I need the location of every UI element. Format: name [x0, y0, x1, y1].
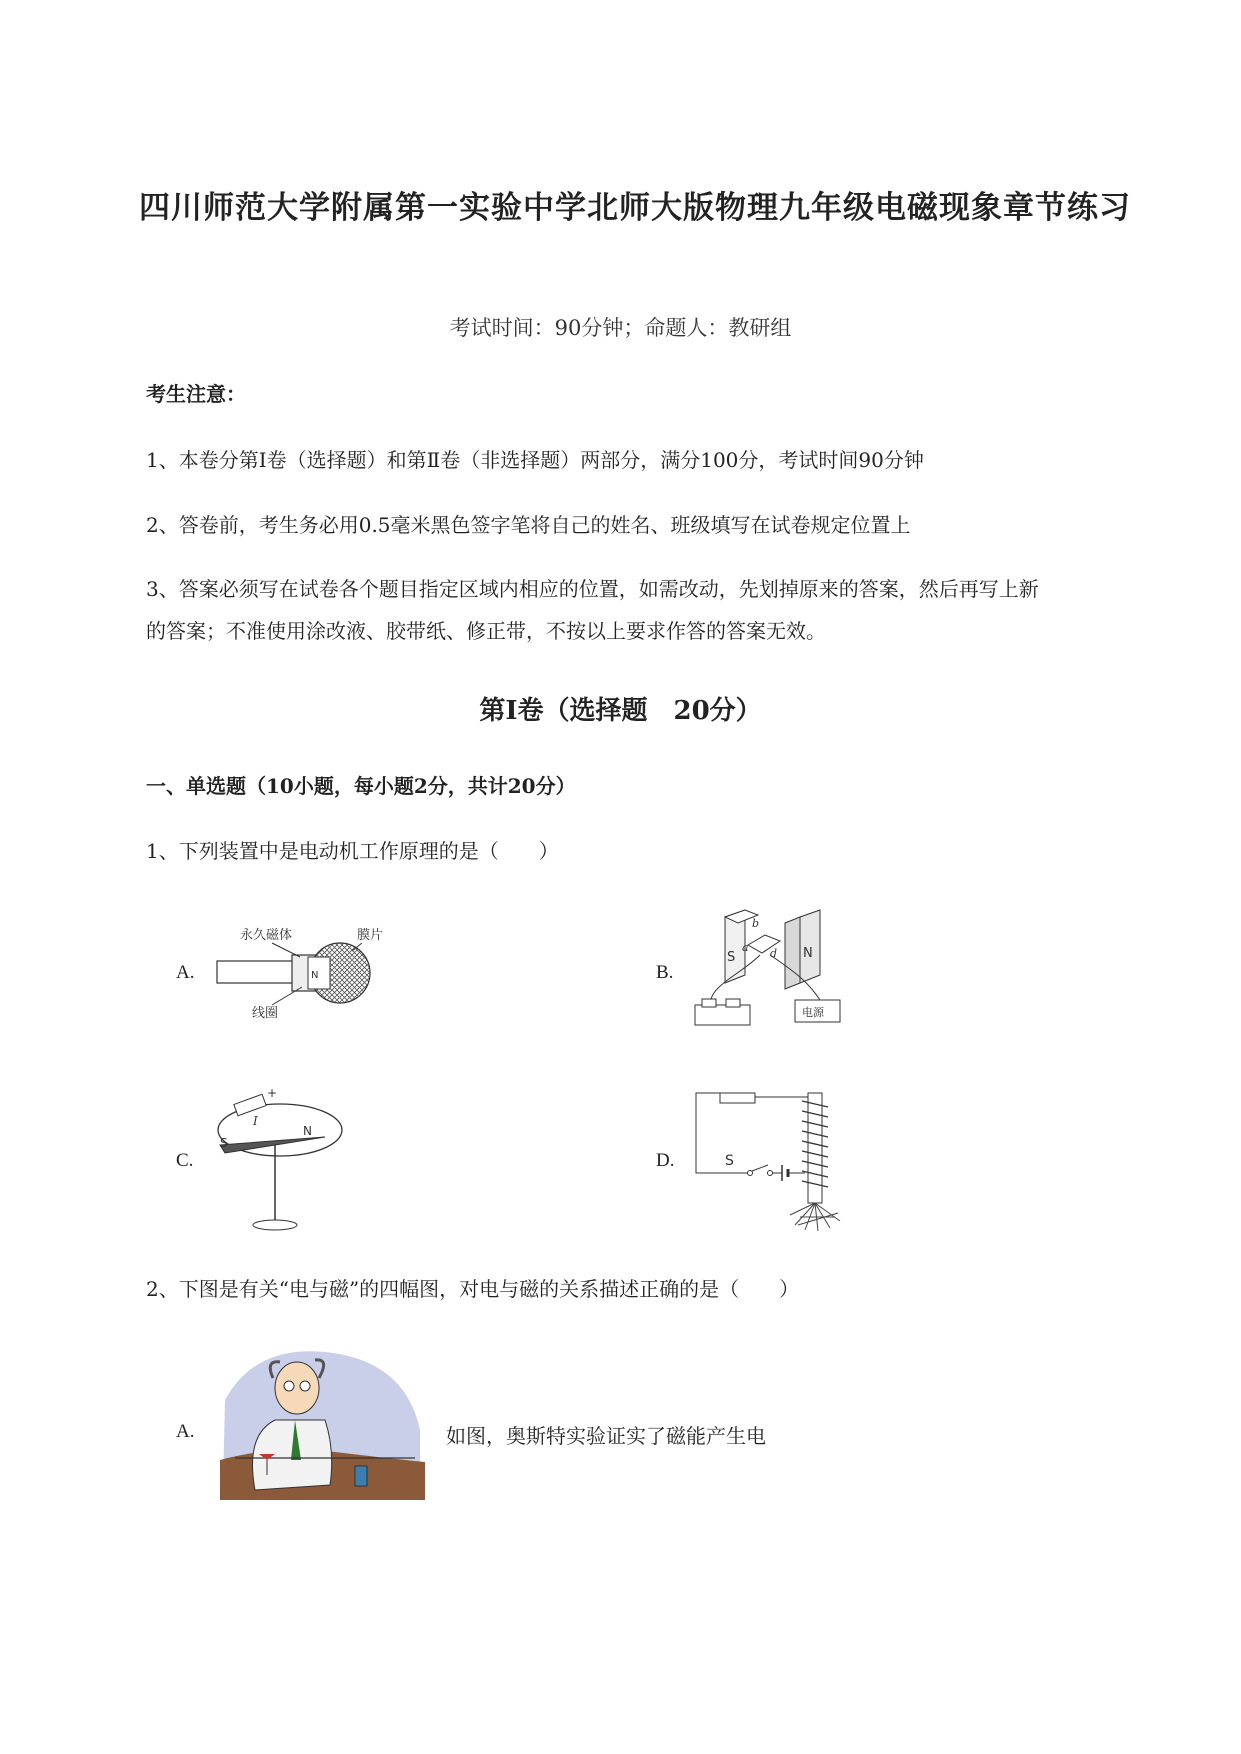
diaphragm-label: 膜片	[357, 928, 384, 943]
question-1-stem: 1、下列装置中是电动机工作原理的是（ ）	[146, 839, 559, 863]
compass-s-label: S	[220, 1136, 228, 1150]
compass-figure-icon	[205, 1085, 355, 1235]
motor-figure-icon	[690, 905, 850, 1035]
power-supply-label: 电源	[802, 1006, 824, 1019]
compass-n-label: N	[303, 1124, 312, 1138]
q1-option-d-label[interactable]: D.	[656, 1150, 675, 1171]
coil-b-label: b	[752, 917, 760, 930]
notice-item-1: 1、本卷分第I卷（选择题）和第Ⅱ卷（非选择题）两部分，满分100分，考试时间90分钟	[146, 448, 924, 472]
notice-item-3: 3、答案必须写在试卷各个题目指定区域内相应的位置，如需改动，先划掉原来的答案，然后再写上新	[146, 577, 1039, 601]
microphone-figure-icon	[212, 925, 412, 1020]
exam-info: 考试时间：90分钟；命题人：教研组	[449, 316, 792, 340]
north-pole-label: N	[803, 946, 813, 961]
coil-d-label: d	[770, 947, 778, 960]
south-pole-label: S	[727, 950, 736, 965]
q1-option-c-label[interactable]: C.	[176, 1150, 194, 1171]
oersted-cartoon-icon	[215, 1340, 430, 1505]
current-label: I	[253, 1114, 258, 1128]
q1-option-b-label[interactable]: B.	[656, 962, 674, 983]
q2-option-a-label[interactable]: A.	[176, 1421, 195, 1442]
q1-option-a-label[interactable]: A.	[176, 962, 195, 983]
permanent-magnet-label: 永久磁体	[240, 928, 293, 943]
page-title: 四川师范大学附属第一实验中学北师大版物理九年级电磁现象章节练习	[139, 190, 1131, 226]
electromagnet-figure-icon	[690, 1085, 850, 1235]
svg-text:N: N	[311, 970, 319, 981]
notice-heading: 考生注意：	[146, 382, 246, 406]
notice-item-2: 2、答卷前，考生务必用0.5毫米黑色签字笔将自己的姓名、班级填写在试卷规定位置上	[146, 513, 911, 537]
notice-item-3-cont: 的答案；不准使用涂改液、胶带纸、修正带，不按以上要求作答的答案无效。	[146, 619, 826, 643]
svg-text:+: +	[267, 1086, 278, 1100]
question-2-stem: 2、下图是有关“电与磁”的四幅图，对电与磁的关系描述正确的是（ ）	[146, 1277, 800, 1301]
coil-a-label: a	[742, 941, 749, 954]
switch-s-label: S	[725, 1153, 734, 1169]
section-title: 第I卷（选择题 20分）	[479, 696, 762, 726]
coil-label: 线圈	[252, 1006, 279, 1020]
part-heading: 一、单选题（10小题，每小题2分，共计20分）	[146, 774, 576, 798]
q2-option-a-text: 如图，奥斯特实验证实了磁能产生电	[446, 1424, 766, 1448]
